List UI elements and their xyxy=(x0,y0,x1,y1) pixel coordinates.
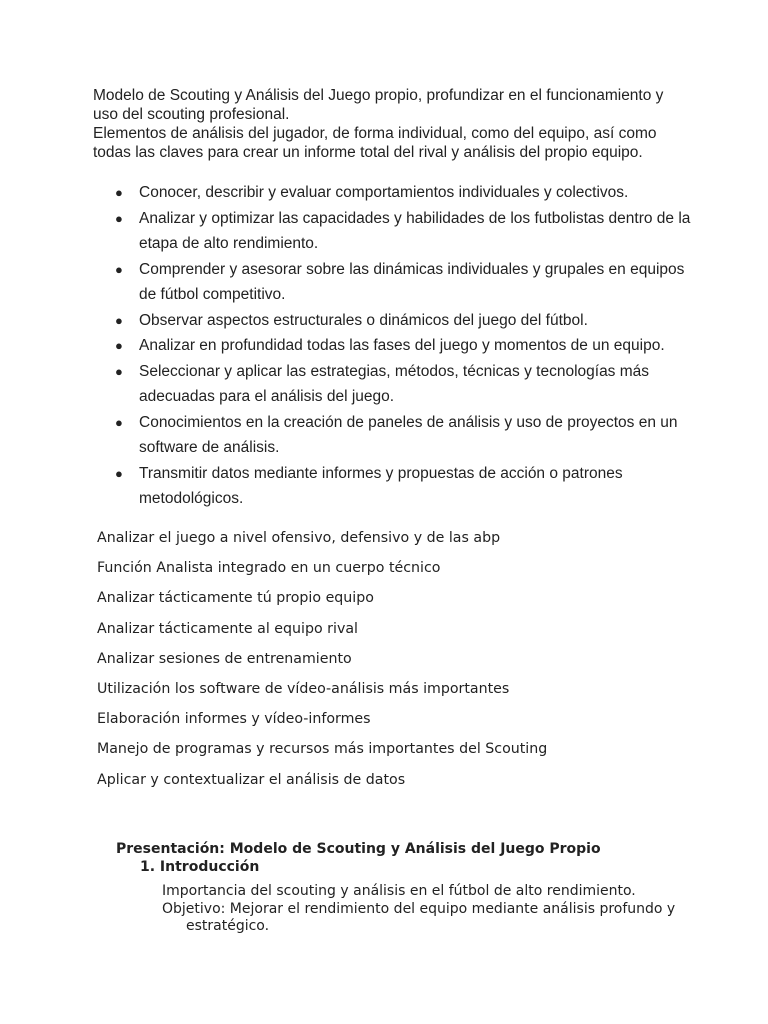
bullet-item xyxy=(112,359,692,410)
bullet-item xyxy=(112,206,692,257)
bullet-text: Conocer, describir y evaluar comportamientos individuales y colectivos. xyxy=(139,184,629,201)
bullet-text: Analizar en profundidad todas las fases del juego y momentos de un equipo. xyxy=(139,337,665,354)
section-heading: 1. Introducción xyxy=(140,858,260,875)
bullet-icon: ● xyxy=(115,338,123,353)
list-item: Aplicar y contextualizar el análisis de datos xyxy=(97,771,406,788)
bullet-item xyxy=(112,180,692,206)
bullet-item xyxy=(112,308,692,334)
presentation-block xyxy=(116,841,676,936)
bullet-text: Observar aspectos estructurales o dinámicos del juego del fútbol. xyxy=(139,311,588,329)
bullet-text: Transmitir datos mediante informes y propuestas de acción o patrones metodológicos. xyxy=(139,464,623,507)
intro-paragraph: Modelo de Scouting y Análisis del Juego propio, profundizar en el funcionamiento y uso del scouting profesional. xyxy=(93,87,664,123)
section-item: Objetivo: Mejorar el rendimiento del equipo mediante análisis profundo y estratégico. xyxy=(162,900,676,934)
list-item: Analizar tácticamente tú propio equipo xyxy=(97,590,374,607)
list-item: Analizar sesiones de entrenamiento xyxy=(97,650,352,667)
bullet-icon: ● xyxy=(115,465,123,481)
list-item: Analizar el juego a nivel ofensivo, defensivo y de las abp xyxy=(97,530,501,546)
presentation-title: Presentación: Modelo de Scouting y Análisis del Juego Propio xyxy=(116,841,601,857)
bullet-icon: ● xyxy=(115,210,123,226)
topics-list xyxy=(97,527,697,799)
bullet-icon: ● xyxy=(115,414,123,430)
objectives-bullet-list xyxy=(112,180,692,512)
bullet-icon: ● xyxy=(115,312,123,328)
intro-block xyxy=(93,86,683,162)
list-item: Utilización los software de vídeo-análisis más importantes xyxy=(97,680,510,697)
list-item: Analizar tácticamente al equipo rival xyxy=(97,620,358,637)
bullet-item xyxy=(112,410,692,461)
bullet-item xyxy=(112,461,692,512)
bullet-text: Conocimientos en la creación de paneles de análisis y uso de proyectos en un software de análisis. xyxy=(139,413,678,456)
section-items xyxy=(162,883,676,936)
list-item: Elaboración informes y vídeo-informes xyxy=(97,711,371,728)
bullet-text: Comprender y asesorar sobre las dinámicas individuales y grupales en equipos de fútbol competitivo. xyxy=(139,260,685,303)
list-item: Función Analista integrado en un cuerpo técnico xyxy=(97,560,441,577)
intro-paragraph: Elementos de análisis del jugador, de forma individual, como del equipo, así como todas las claves para crear un informe total del rival y análisis del propio equipo. xyxy=(93,125,657,161)
bullet-item xyxy=(112,257,692,308)
bullet-icon: ● xyxy=(115,185,123,200)
bullet-icon: ● xyxy=(115,363,123,379)
bullet-icon: ● xyxy=(115,261,123,277)
section-item: Importancia del scouting y análisis en el fútbol de alto rendimiento. xyxy=(162,883,636,899)
list-item: Manejo de programas y recursos más importantes del Scouting xyxy=(97,741,548,758)
bullet-text: Analizar y optimizar las capacidades y habilidades de los futbolistas dentro de la etapa de alto rendimiento. xyxy=(139,209,691,252)
bullet-text: Seleccionar y aplicar las estrategias, métodos, técnicas y tecnologías más adecuadas para el análisis del juego. xyxy=(139,362,650,405)
bullet-item xyxy=(112,333,692,359)
